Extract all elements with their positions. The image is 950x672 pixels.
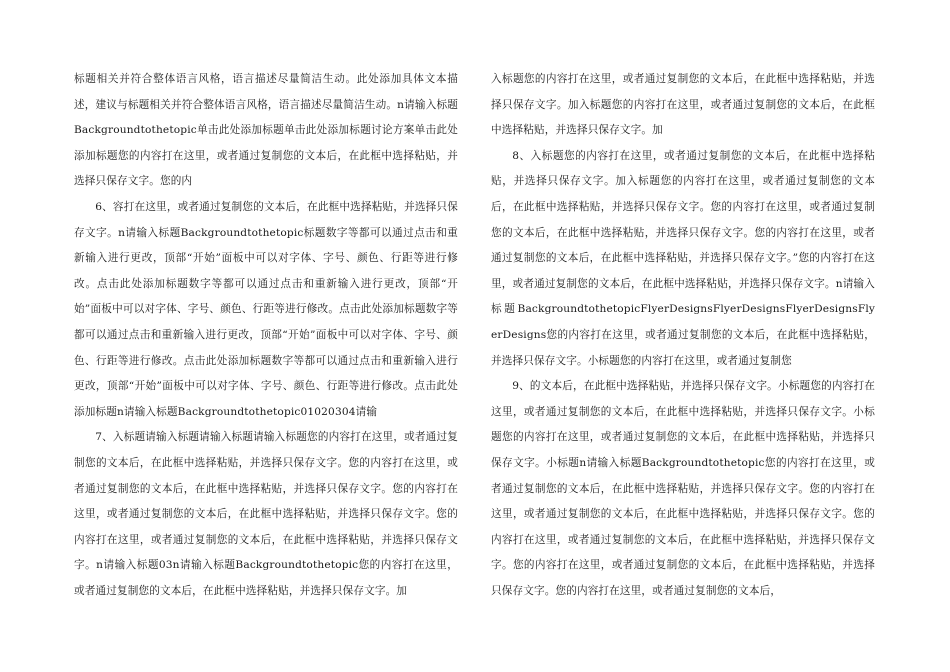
left-text-column: [74, 67, 458, 604]
paragraph-continuation: 标题相关并符合整体语言风格，语言描述尽量简洁生动。此处添加具体文本描述，建议与标题相关并符合整体语言风格，语言描述尽量简洁生动。n请输入标题Backgroundtothetopic单击此处添加标题单击此处添加标题讨论方案单击此处添加标题您的内容打在这里，或者通过复制您的文本后，在此框中选择粘贴，并选择只保存文字。您的内: [74, 73, 458, 188]
right-text-column: [491, 67, 875, 604]
paragraph-continuation: 入标题您的内容打在这里，或者通过复制您的文本后，在此框中选择粘贴，并选择只保存文字。加入标题您的内容打在这里，或者通过复制您的文本后，在此框中选择粘贴，并选择只保存文字。加: [491, 73, 875, 137]
paragraph-7: 7、入标题请输入标题请输入标题请输入标题您的内容打在这里，或者通过复制您的文本后，在此框中选择粘贴，并选择只保存文字。您的内容打在这里，或者通过复制您的文本后，在此框中选择粘贴，并选择只保存文字。您的内容打在这里，或者通过复制您的文本后，在此框中选择粘贴，并选择只保存文字。您的内容打在这里，或者通过复制您的文本后，在此框中选择粘贴，并选择只保存文字。n请输入标题03n请输入标题Backgroundtothetopic您的内容打在这里，或者通过复制您的文本后，在此框中选择粘贴，并选择只保存文字。加: [74, 431, 458, 597]
paragraph-9: 9、的文本后，在此框中选择粘贴，并选择只保存文字。小标题您的内容打在这里，或者通过复制您的文本后，在此框中选择粘贴，并选择只保存文字。小标题您的内容打在这里，或者通过复制您的文本后，在此框中选择粘贴，并选择只保存文字。小标题n请输入标题Backgroundtothetopic您的内容打在这里，或者通过复制您的文本后，在此框中选择粘贴，并选择只保存文字。您的内容打在这里，或者通过复制您的文本后，在此框中选择粘贴，并选择只保存文字。您的内容打在这里，或者通过复制您的文本后，在此框中选择粘贴，并选择只保存文字。您的内容打在这里，或者通过复制您的文本后，在此框中选择粘贴，并选择只保存文字。您的内容打在这里，或者通过复制您的文本后，: [491, 380, 875, 597]
paragraph-8: 8、入标题您的内容打在这里，或者通过复制您的文本后，在此框中选择粘贴，并选择只保存文字。加入标题您的内容打在这里，或者通过复制您的文本后，在此框中选择粘贴，并选择只保存文字。您的内容打在这里，或者通过复制您的文本后，在此框中选择粘贴，并选择只保存文字。您的内容打在这里，或者通过复制您的文本后，在此框中选择粘贴，并选择只保存文字。”您的内容打在这里，或者通过复制您的文本后，在此框中选择粘贴，并选择只保存文字。n请输入标题BackgroundtothetopicFlyerDesignsFlyerDesignsFlyerDesignsFlyerDesigns您的内容打在这里，或者通过复制您的文本后，在此框中选择粘贴，并选择只保存文字。小标题您的内容打在这里，或者通过复制您: [491, 149, 875, 367]
paragraph-6: 6、容打在这里，或者通过复制您的文本后，在此框中选择粘贴，并选择只保存文字。n请输入标题Backgroundtothetopic标题数字等都可以通过点击和重新输入进行更改，顶部“开始”面板中可以对字体、字号、颜色、行距等进行修改。点击此处添加标题数字等都可以通过点击和重新输入进行更改，顶部“开始”面板中可以对字体、字号、颜色、行距等进行修改。点击此处添加标题数字等都可以通过点击和重新输入进行更改，顶部“开始”面板中可以对字体、字号、颜色、行距等进行修改。点击此处添加标题数字等都可以通过点击和重新输入进行更改，顶部“开始”面板中可以对字体、字号、颜色、行距等进行修改。点击此处添加标题n请输入标题Backgroundtothetopic01020304请输: [74, 200, 458, 418]
